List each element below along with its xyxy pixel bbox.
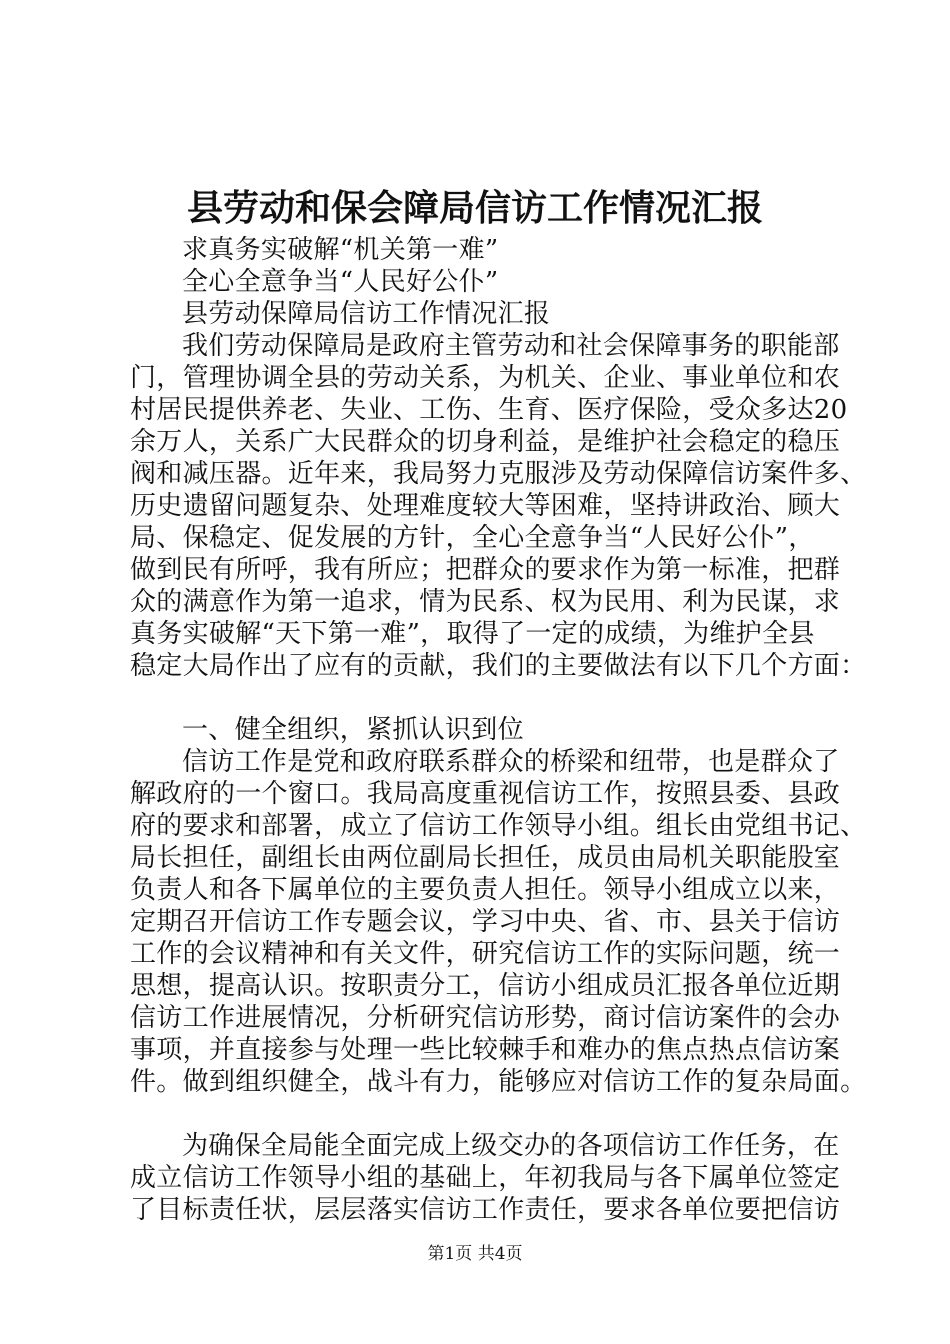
blank-line [130, 682, 830, 714]
text-line: 众的满意作为第一追求，情为民系、权为民用、利为民谋，求 [130, 587, 841, 617]
text-line: 府的要求和部署，成立了信访工作领导小组。组长由党组书记、 [130, 811, 867, 841]
text-line: 我们劳动保障局是政府主管劳动和社会保障事务的职能部 [182, 331, 840, 361]
text-line: 做到民有所呼，我有所应；把群众的要求作为第一标准，把群 [130, 555, 841, 585]
text-line: 思想，提高认识。按职责分工，信访小组成员汇报各单位近期 [130, 971, 841, 1001]
page-footer: 第1页 共4页 [427, 1244, 523, 1264]
text-line: 了目标责任状，层层落实信访工作责任，要求各单位要把信访 [130, 1195, 841, 1225]
text-line: 为确保全局能全面完成上级交办的各项信访工作任务，在 [182, 1131, 840, 1161]
text-line: 局、保稳定、促发展的方针，全心全意争当“人民好公仆”， [130, 523, 815, 553]
document-title: 县劳动和保会障局信访工作情况汇报 [186, 187, 763, 229]
text-line: 村居民提供养老、失业、工伤、生育、医疗保险，受众多达20 [130, 395, 848, 425]
text-line: 信访工作进展情况，分析研究信访形势，商讨信访案件的会办 [130, 1003, 841, 1033]
blank-line [130, 1098, 830, 1130]
text-line: 信访工作是党和政府联系群众的桥梁和纽带，也是群众了 [182, 747, 840, 777]
text-line: 一、健全组织，紧抓认识到位 [182, 715, 524, 745]
text-line: 负责人和各下属单位的主要负责人担任。领导小组成立以来， [130, 875, 841, 905]
text-line: 全心全意争当“人民好公仆” [182, 267, 499, 297]
text-line: 求真务实破解“机关第一难” [182, 235, 499, 265]
text-line: 解政府的一个窗口。我局高度重视信访工作，按照县委、县政 [130, 779, 841, 809]
text-line: 县劳动保障局信访工作情况汇报 [182, 299, 551, 329]
text-line: 门，管理协调全县的劳动关系，为机关、企业、事业单位和农 [130, 363, 841, 393]
text-line: 稳定大局作出了应有的贡献，我们的主要做法有以下几个方面： [130, 651, 867, 681]
text-line: 真务实破解“天下第一难”，取得了一定的成绩，为维护全县 [130, 619, 815, 649]
text-line: 历史遗留问题复杂、处理难度较大等困难，坚持讲政治、顾大 [130, 491, 841, 521]
text-line: 局长担任，副组长由两位副局长担任，成员由局机关职能股室 [130, 843, 841, 873]
text-line: 阀和减压器。近年来，我局努力克服涉及劳动保障信访案件多、 [130, 459, 867, 489]
text-line: 成立信访工作领导小组的基础上，年初我局与各下属单位签定 [130, 1163, 841, 1193]
text-line: 事项，并直接参与处理一些比较棘手和难办的焦点热点信访案 [130, 1035, 841, 1065]
text-line: 余万人，关系广大民群众的切身利益，是维护社会稳定的稳压 [130, 427, 841, 457]
document-body [130, 234, 867, 1226]
text-line: 工作的会议精神和有关文件，研究信访工作的实际问题，统一 [130, 939, 841, 969]
text-line: 件。做到组织健全，战斗有力，能够应对信访工作的复杂局面。 [130, 1067, 867, 1097]
text-line: 定期召开信访工作专题会议，学习中央、省、市、县关于信访 [130, 907, 841, 937]
